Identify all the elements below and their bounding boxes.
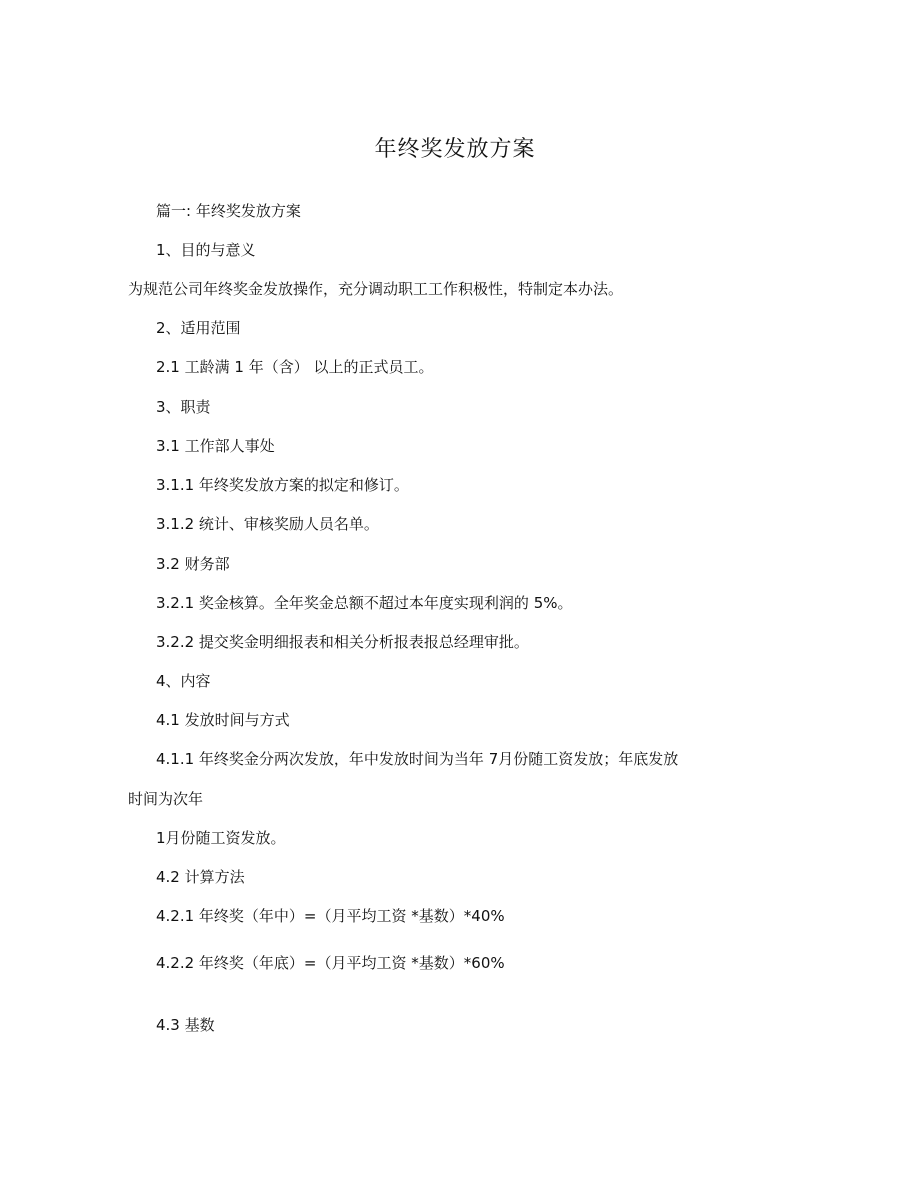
formula-clause: 4.2.1 年终奖（年中）=（月平均工资 *基数）*40% — [156, 907, 505, 925]
clause: 4.2 计算方法 — [156, 868, 245, 886]
document-title: 年终奖发放方案 — [374, 137, 536, 162]
section-heading: 篇一: 年终奖发放方案 — [156, 202, 301, 220]
clause-continuation: 1月份随工资发放。 — [156, 829, 286, 847]
clause: 4.3 基数 — [156, 1016, 215, 1034]
clause: 3.2.1 奖金核算。全年奖金总额不超过本年度实现利润的 5%。 — [156, 594, 573, 612]
clause: 3.1 工作部人事处 — [156, 437, 275, 455]
clause: 4.1.1 年终奖金分两次发放，年中发放时间为当年 7月份随工资发放；年底发放 — [156, 750, 679, 768]
clause: 2.1 工龄满 1 年（含） 以上的正式员工。 — [156, 358, 434, 376]
section-heading: 4、内容 — [156, 672, 211, 690]
clause: 3.1.1 年终奖发放方案的拟定和修订。 — [156, 476, 409, 494]
section-heading: 2、适用范围 — [156, 319, 241, 337]
clause: 3.2.2 提交奖金明细报表和相关分析报表报总经理审批。 — [156, 633, 529, 651]
clause-continuation: 时间为次年 — [128, 790, 204, 808]
formula-clause: 4.2.2 年终奖（年底）=（月平均工资 *基数）*60% — [156, 954, 505, 972]
section-heading: 1、目的与意义 — [156, 241, 256, 259]
clause: 3.1.2 统计、审核奖励人员名单。 — [156, 515, 379, 533]
body-paragraph: 为规范公司年终奖金发放操作，充分调动职工工作积极性，特制定本办法。 — [128, 280, 624, 298]
clause: 4.1 发放时间与方式 — [156, 711, 290, 729]
clause: 3.2 财务部 — [156, 555, 230, 573]
section-heading: 3、职责 — [156, 398, 211, 416]
